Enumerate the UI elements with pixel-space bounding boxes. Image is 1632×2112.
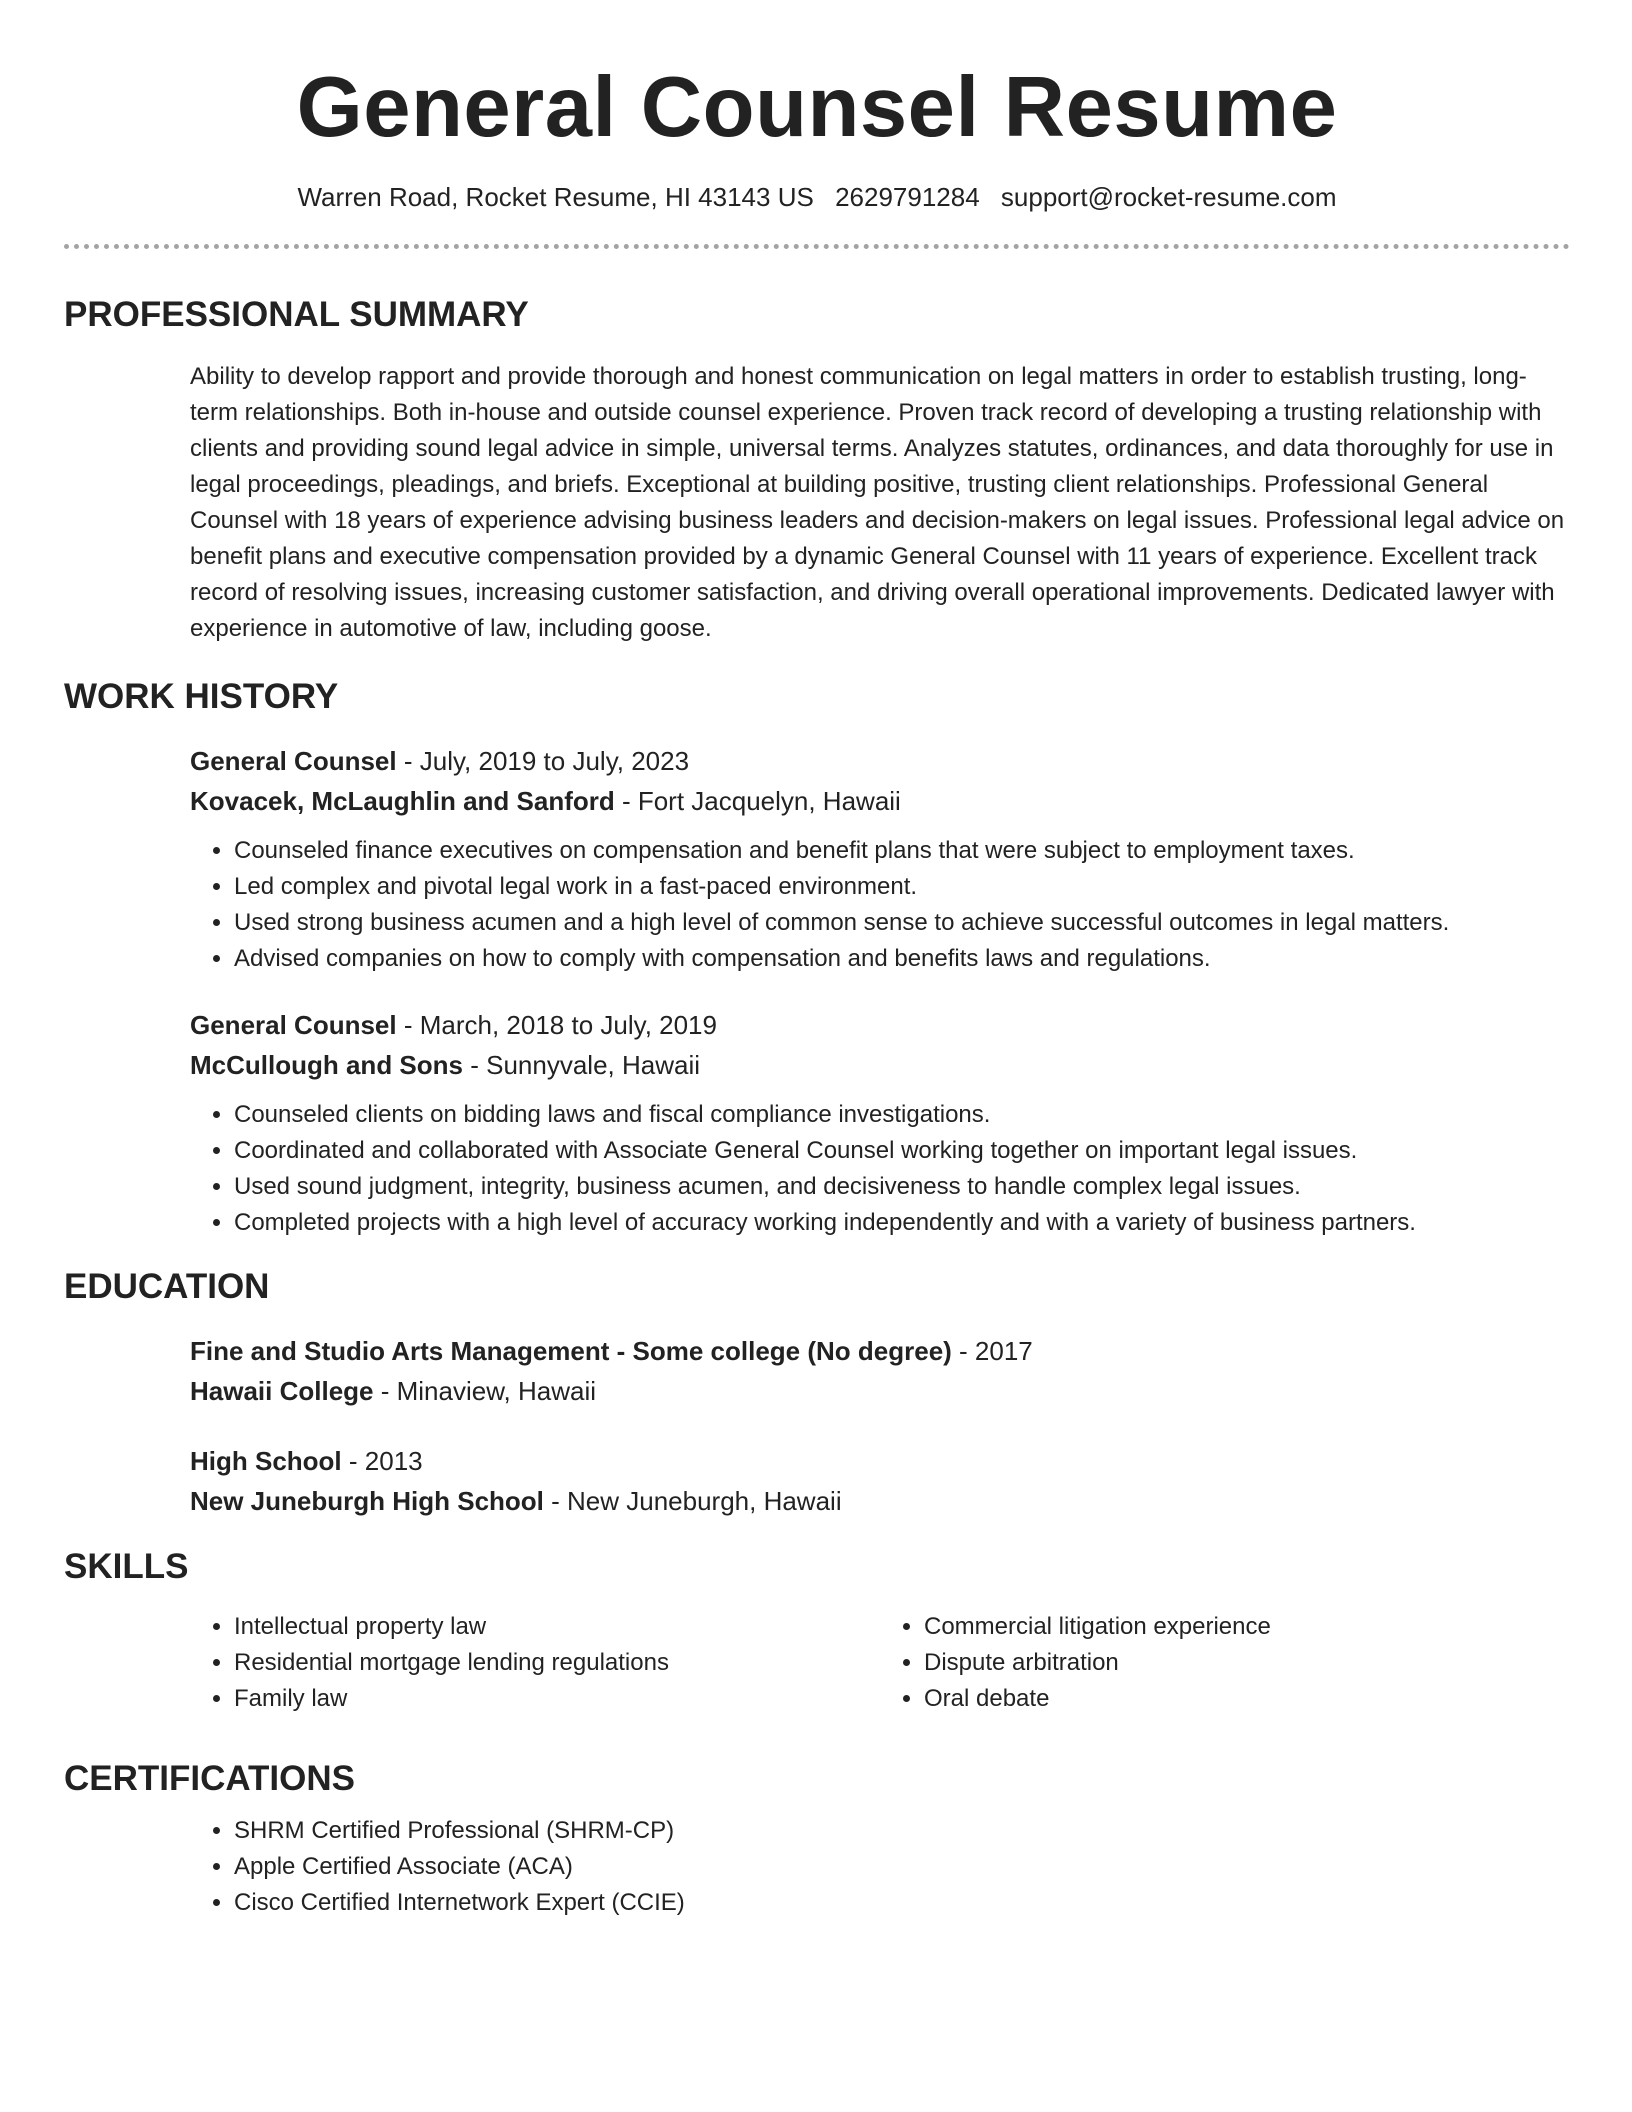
education-school: Hawaii College [190,1376,374,1406]
skills-grid [190,1609,1570,1717]
education-location: - New Juneburgh, Hawaii [543,1486,842,1516]
list-item: • Used strong business acumen and a high level of common sense to achieve successful outcomes in legal matters. [234,905,1570,941]
list-item: • Oral debate [924,1681,1570,1717]
section-title-summary: PROFESSIONAL SUMMARY [64,295,529,334]
certifications-section [190,1813,1570,1921]
resume-page [64,0,1570,1921]
skills-list-right [880,1609,1570,1717]
list-item: • Counseled finance executives on compensation and benefit plans that were subject to employment taxes. [234,833,1570,869]
education-section [190,1331,1570,1521]
section-title-education: EDUCATION [64,1267,270,1306]
list-item: • Completed projects with a high level of accuracy working independently and with a variety of business partners. [234,1205,1570,1241]
certifications-list [190,1813,1570,1921]
list-item: • Coordinated and collaborated with Associate General Counsel working together on important legal issues. [234,1133,1570,1169]
list-item: • Counseled clients on bidding laws and fiscal compliance investigations. [234,1097,1570,1133]
section-title-skills: SKILLS [64,1547,189,1586]
job-location: - Sunnyvale, Hawaii [463,1050,700,1080]
list-item: • SHRM Certified Professional (SHRM-CP) [234,1813,1570,1849]
header-divider [64,244,1570,249]
section-title-certifications: CERTIFICATIONS [64,1759,356,1798]
job-company-line [190,1045,1570,1085]
job-role: General Counsel [190,1010,397,1040]
education-degree: Fine and Studio Arts Management - Some college (No degree) [190,1336,952,1366]
list-item: • Advised companies on how to comply with compensation and benefits laws and regulations. [234,941,1570,977]
education-year: - 2017 [951,1336,1033,1366]
education-location: - Minaview, Hawaii [373,1376,597,1406]
education-degree-line [190,1441,1570,1481]
education-school-line [190,1371,1570,1411]
job-role: General Counsel [190,746,397,776]
list-item: • Residential mortgage lending regulations [234,1645,880,1681]
list-item: • Cisco Certified Internetwork Expert (CCIE) [234,1885,1570,1921]
list-item: • Family law [234,1681,880,1717]
summary-text: Ability to develop rapport and provide thorough and honest communication on legal matters in order to establish trusting, long-term relationships. Both in-house and outside counsel experience. Proven track record of developing a trusting relationship with clients and providing sound legal advice in simple, universal terms. Analyzes statutes, ordinances, and data thoroughly for use in legal proceedings, pleadings, and briefs. Exceptional at building positive, trusting client relationships. Professional General Counsel with 18 years of experience advising business leaders and decision-makers on legal issues. Professional legal advice on benefit plans and executive compensation provided by a dynamic General Counsel with 11 years of experience. Excellent track record of resolving issues, increasing customer satisfaction, and driving overall operational improvements. Dedicated lawyer with experience in automotive of law, including goose. [190,363,1565,642]
job-bullets [190,1097,1570,1241]
job-bullets [190,833,1570,977]
job-company-line [190,781,1570,821]
skills-section [190,1609,1570,1717]
list-item: • Dispute arbitration [924,1645,1570,1681]
section-title-work-history: WORK HISTORY [64,677,339,716]
contact-email: support@rocket-resume.com [1000,182,1337,212]
contact-address: Warren Road, Rocket Resume, HI 43143 US [297,182,814,212]
job-entry [190,1005,1570,1241]
list-item: • Commercial litigation experience [924,1609,1570,1645]
skills-list-left [190,1609,880,1717]
education-school: New Juneburgh High School [190,1486,544,1516]
list-item: • Used sound judgment, integrity, business acumen, and decisiveness to handle complex legal issues. [234,1169,1570,1205]
education-year: - 2013 [341,1446,423,1476]
job-company: Kovacek, McLaughlin and Sanford [190,786,615,816]
contact-line [64,180,1570,214]
list-item: • Led complex and pivotal legal work in a fast-paced environment. [234,869,1570,905]
summary-section [190,359,1570,647]
education-school-line [190,1481,1570,1521]
education-degree-line [190,1331,1570,1371]
job-company: McCullough and Sons [190,1050,463,1080]
job-title-line [190,1005,1570,1045]
education-degree: High School [190,1446,342,1476]
job-dates: - March, 2018 to July, 2019 [396,1010,717,1040]
resume-title: General Counsel Resume [296,60,1338,155]
job-location: - Fort Jacquelyn, Hawaii [614,786,901,816]
list-item: • Apple Certified Associate (ACA) [234,1849,1570,1885]
job-title-line [190,741,1570,781]
list-item: • Intellectual property law [234,1609,880,1645]
education-entry [190,1441,1570,1521]
contact-phone: 2629791284 [835,182,980,212]
education-entry [190,1331,1570,1411]
work-history-section [190,741,1570,1241]
job-entry [190,741,1570,977]
job-dates: - July, 2019 to July, 2023 [396,746,690,776]
